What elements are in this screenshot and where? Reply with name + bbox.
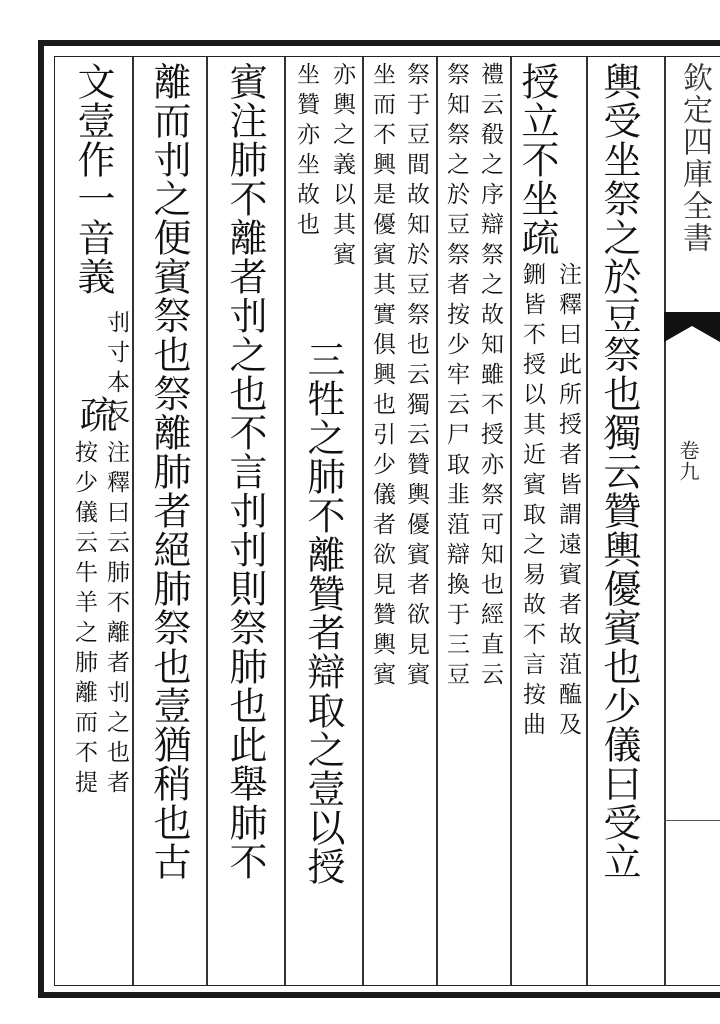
column-rule: [664, 57, 666, 985]
margin-rule: [664, 820, 720, 821]
annotation-line: 坐而不興是優賓其實俱興也引少儀者欲見贊輿賓: [369, 62, 395, 692]
annotation-line: 坐贊亦坐故也: [293, 62, 319, 242]
annotation-line: 刌寸本反: [103, 310, 129, 430]
annotation-line: 祭于豆間故知於豆祭也云獨云贊輿優賓者欲見賓: [403, 62, 429, 692]
annotation-line: 注釋曰此所授者皆謂遠賓者故菹醢及: [555, 262, 581, 742]
column-rule: [436, 57, 438, 985]
column-rule: [132, 57, 134, 985]
column-rule: [206, 57, 208, 985]
annotation-line: 禮云殽之序辯祭之故知雖不授亦祭可知也經直云: [477, 62, 503, 692]
text-column-1: 輿受坐祭之於豆祭也獨云贊輿優賓也少儀曰受立: [597, 62, 641, 881]
margin-book-title: 欽定四庫全書: [677, 62, 712, 254]
text-column-10: 文壹作一音義: [71, 62, 115, 296]
annotation-line: 祭知祭之於豆祭者按少牢云尸取韭菹辯換于三豆: [443, 62, 469, 692]
column-rule: [510, 57, 512, 985]
annotation-line: 按少儀云牛羊之肺離而不提: [71, 440, 97, 800]
text-column-2: [515, 62, 559, 257]
annotation-line: 亦輿之義以其賓: [329, 62, 355, 272]
text-column-8: 賓注肺不離者刌之也不言刌刌則祭肺也此舉肺不: [223, 62, 267, 881]
main-text: 疏: [73, 395, 117, 434]
main-text: 授立不坐疏: [515, 62, 559, 257]
column-rule: [362, 57, 364, 985]
column-rule: [586, 57, 588, 985]
margin-juan-number: 卷九: [676, 440, 700, 482]
fish-tail-icon: [664, 312, 720, 342]
main-text: 三牲之肺不離贊者辯取之壹以授: [301, 340, 345, 886]
text-column-9: 離而刌之便賓祭也祭離肺者絕肺祭也壹猶稍也古: [147, 62, 191, 881]
annotation-line: 鉶皆不授以其近賓取之易故不言按曲: [519, 262, 545, 742]
annotation-line: 注釋曰云肺不離者刌之也者: [103, 440, 129, 800]
column-rule: [284, 57, 286, 985]
